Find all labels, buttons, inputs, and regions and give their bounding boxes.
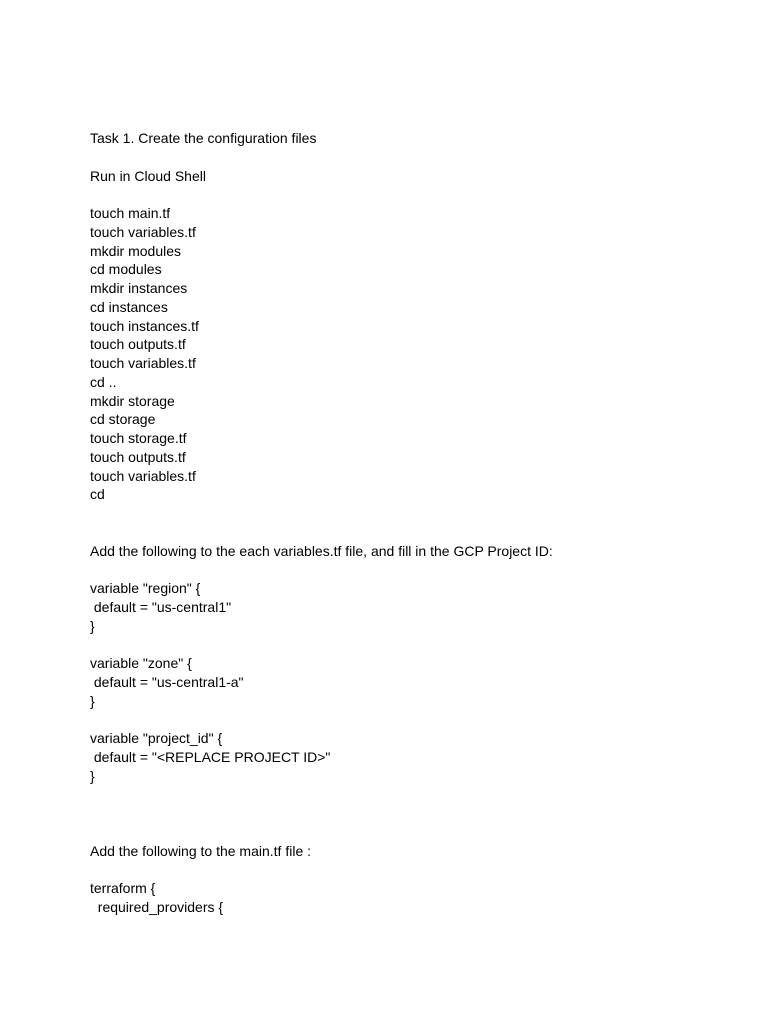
- spacer: [90, 785, 710, 823]
- code-line: default = "us-central1-a": [90, 673, 244, 690]
- variable-block-zone: [90, 654, 710, 710]
- command-line: mkdir modules: [90, 242, 182, 259]
- code-line: default = "<REPLACE PROJECT ID>": [90, 748, 331, 765]
- command-line: touch instances.tf: [90, 317, 199, 334]
- command-line: touch variables.tf: [90, 355, 196, 371]
- command-line: cd: [90, 486, 105, 503]
- code-line: required_providers {: [90, 898, 224, 915]
- spacer: [90, 148, 710, 167]
- task-heading: Task 1. Create the configuration files: [90, 130, 317, 146]
- command-line: cd ..: [90, 373, 117, 390]
- document-body: [90, 129, 710, 917]
- code-line: terraform {: [90, 880, 156, 896]
- command-line: touch outputs.tf: [90, 336, 186, 353]
- command-line: mkdir storage: [90, 392, 175, 409]
- command-line: cd modules: [90, 261, 162, 278]
- spacer: [90, 823, 710, 842]
- command-line: cd instances: [90, 298, 168, 315]
- command-line: cd storage: [90, 411, 156, 428]
- main-instruction: Add the following to the main.tf file :: [90, 842, 312, 859]
- shell-commands: [90, 204, 710, 504]
- variable-block-region: [90, 579, 710, 635]
- spacer: [90, 185, 710, 204]
- spacer: [90, 860, 710, 879]
- variable-block-project-id: [90, 729, 710, 785]
- spacer: [90, 710, 710, 729]
- code-line: default = "us-central1": [90, 598, 232, 615]
- variables-instruction: Add the following to the each variables.tf file, and fill in the GCP Project ID:: [90, 542, 553, 559]
- command-line: touch outputs.tf: [90, 448, 186, 465]
- code-line: variable "region" {: [90, 580, 201, 596]
- run-note: Run in Cloud Shell: [90, 167, 206, 184]
- code-line: }: [90, 767, 95, 784]
- code-line: }: [90, 617, 95, 634]
- spacer: [90, 635, 710, 654]
- code-line: variable "zone" {: [90, 655, 192, 671]
- command-line: touch main.tf: [90, 205, 171, 221]
- command-line: touch storage.tf: [90, 430, 187, 446]
- spacer: [90, 560, 710, 579]
- command-line: touch variables.tf: [90, 467, 196, 484]
- code-line: }: [90, 692, 95, 709]
- command-line: mkdir instances: [90, 280, 188, 296]
- spacer: [90, 504, 710, 542]
- code-line: variable "project_id" {: [90, 730, 223, 746]
- main-code-block: [90, 879, 710, 917]
- command-line: touch variables.tf: [90, 223, 196, 240]
